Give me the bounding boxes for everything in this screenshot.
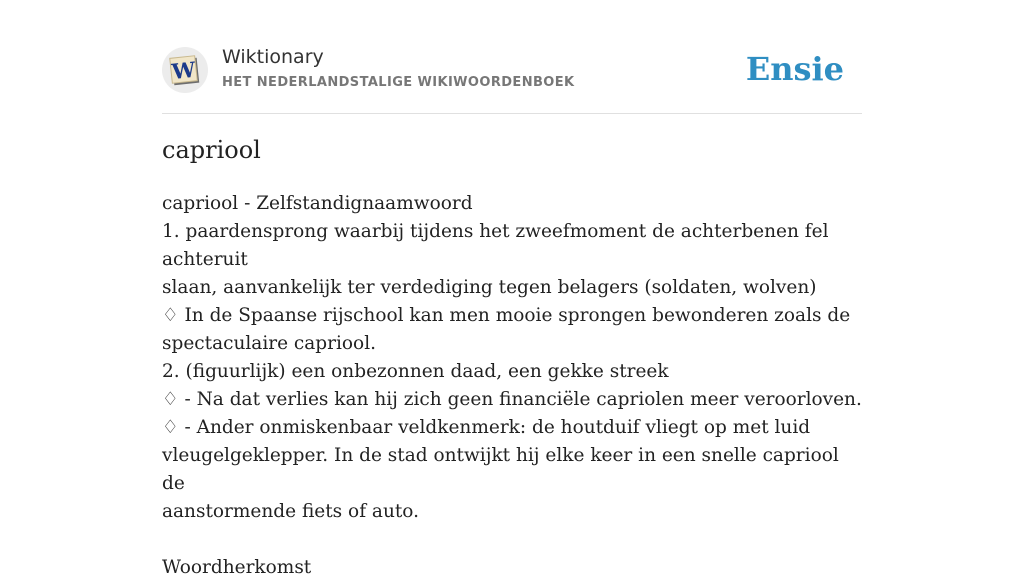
- header-divider: [162, 113, 862, 114]
- example-line: ♢ - Na dat verlies kan hij zich geen financiële capriolen meer veroorloven.: [162, 389, 862, 410]
- brand-logo[interactable]: Ensie: [745, 50, 844, 88]
- entry-definition: [162, 190, 862, 582]
- example-line: aanstormende fiets of auto.: [162, 501, 419, 522]
- definition-line-heading: capriool - Zelfstandignaamwoord: [162, 193, 473, 214]
- wiktionary-logo: [162, 47, 208, 93]
- example-line: ♢ In de Spaanse rijschool kan men mooie sprongen bewonderen zoals de: [162, 305, 851, 326]
- entry-title: capriool: [162, 136, 261, 164]
- logo-letter: W: [170, 56, 197, 85]
- example-line: ♢ - Ander onmiskenbaar veldkenmerk: de houtduif vliegt op met luid: [162, 417, 811, 438]
- definition-line: 2. (figuurlijk) een onbezonnen daad, een gekke streek: [162, 361, 669, 382]
- source-subtitle: HET NEDERLANDSTALIGE WIKIWOORDENBOEK: [222, 75, 575, 90]
- example-line: vleugelgeklepper. In de stad ontwijkt hij elke keer in een snelle capriool de: [162, 445, 839, 494]
- header: [162, 44, 862, 96]
- section-heading-etymology: Woordherkomst: [162, 557, 312, 578]
- example-line: spectaculaire capriool.: [162, 333, 376, 354]
- definition-line: slaan, aanvankelijk ter verdediging tegen belagers (soldaten, wolven): [162, 277, 817, 298]
- wiktionary-logo-icon: [162, 47, 208, 93]
- source-name[interactable]: Wiktionary: [222, 46, 324, 68]
- blank-line: [162, 526, 862, 554]
- definition-line: 1. paardensprong waarbij tijdens het zweefmoment de achterbenen fel achteruit: [162, 221, 829, 270]
